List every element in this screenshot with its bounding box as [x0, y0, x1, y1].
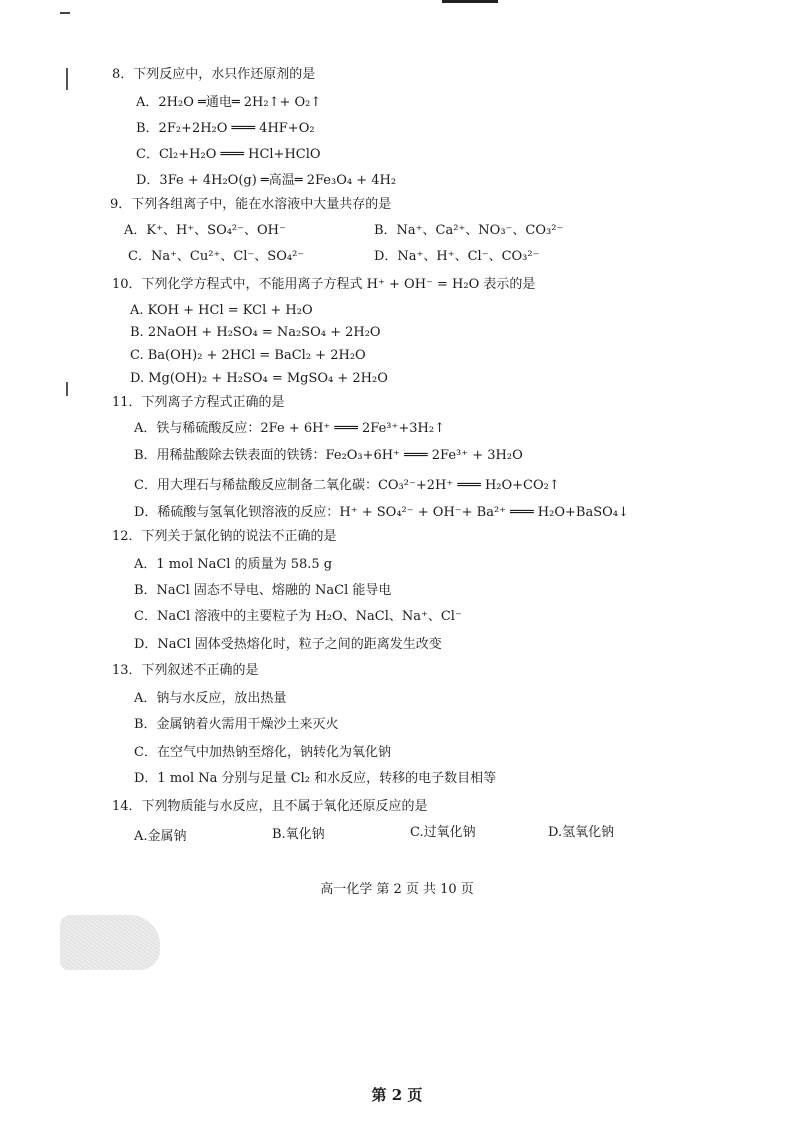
question-12-option-d: D．NaCl 固体受热熔化时，粒子之间的距离发生改变	[134, 637, 442, 652]
question-9-option-a: A．K⁺、H⁺、SO₄²⁻、OH⁻	[124, 223, 286, 238]
question-8-option-d: D．3Fe + 4H₂O(g) ═高温═ 2Fe₃O₄ + 4H₂	[136, 173, 397, 188]
question-13-option-b: B．金属钠着火需用干燥沙土来灭火	[134, 717, 339, 732]
question-11-option-c: C．用大理石与稀盐酸反应制备二氧化碳：CO₃²⁻+2H⁺ ═══ H₂O+CO₂↑	[134, 478, 560, 493]
question-9-option-b: B．Na⁺、Ca²⁺、NO₃⁻、CO₃²⁻	[374, 223, 564, 238]
page-number: 第 2 页	[371, 1086, 423, 1104]
question-14-option-b: B.氧化钠	[272, 827, 325, 842]
question-14-option-c: C.过氧化钠	[410, 825, 476, 840]
question-12-option-a: A．1 mol NaCl 的质量为 58.5 g	[134, 557, 333, 572]
question-8-option-a: A．2H₂O ═通电═ 2H₂↑+ O₂↑	[136, 95, 322, 110]
question-12-stem: 12．下列关于氯化钠的说法不正确的是	[112, 529, 337, 544]
question-14-option-d: D.氢氧化钠	[548, 825, 615, 840]
margin-mark	[66, 68, 68, 90]
margin-mark	[66, 382, 68, 396]
question-9-stem: 9．下列各组离子中，能在水溶液中大量共存的是	[110, 197, 392, 212]
question-13-option-d: D．1 mol Na 分别与足量 Cl₂ 和水反应，转移的电子数目相等	[134, 771, 497, 786]
question-13-option-a: A．钠与水反应，放出热量	[134, 691, 287, 706]
question-13-option-c: C．在空气中加热钠至熔化，钠转化为氧化钠	[134, 745, 391, 760]
question-8-option-c: C．Cl₂+H₂O ═══ HCl+HClO	[136, 147, 321, 162]
page-footer: 高一化学 第 2 页 共 10 页	[320, 882, 474, 897]
question-13-stem: 13．下列叙述不正确的是	[112, 663, 259, 678]
question-14-stem: 14．下列物质能与水反应，且不属于氧化还原反应的是	[112, 799, 428, 814]
question-8-stem: 8．下列反应中，水只作还原剂的是	[112, 67, 316, 82]
question-11-option-a: A．铁与稀硫酸反应：2Fe + 6H⁺ ═══ 2Fe³⁺+3H₂↑	[134, 421, 445, 436]
question-9-option-c: C．Na⁺、Cu²⁺、Cl⁻、SO₄²⁻	[128, 249, 305, 264]
question-14-option-a: A.金属钠	[134, 829, 187, 844]
question-10-option-d: D. Mg(OH)₂ + H₂SO₄ = MgSO₄ + 2H₂O	[130, 371, 388, 386]
question-10-option-a: A. KOH + HCl = KCl + H₂O	[130, 303, 313, 318]
scan-top-mark	[442, 0, 498, 3]
question-10-stem: 10．下列化学方程式中，不能用离子方程式 H⁺ + OH⁻ = H₂O 表示的是	[112, 277, 536, 292]
question-9-option-d: D．Na⁺、H⁺、Cl⁻、CO₃²⁻	[374, 249, 540, 264]
question-10-option-c: C. Ba(OH)₂ + 2HCl = BaCl₂ + 2H₂O	[130, 348, 366, 363]
question-12-option-c: C．NaCl 溶液中的主要粒子为 H₂O、NaCl、Na⁺、Cl⁻	[134, 609, 462, 624]
question-8-option-b: B．2F₂+2H₂O ═══ 4HF+O₂	[136, 121, 315, 136]
question-10-option-b: B. 2NaOH + H₂SO₄ = Na₂SO₄ + 2H₂O	[130, 325, 381, 340]
question-11-stem: 11．下列离子方程式正确的是	[112, 395, 285, 410]
question-12-option-b: B．NaCl 固态不导电、熔融的 NaCl 能导电	[134, 583, 392, 598]
scan-smudge	[60, 915, 160, 970]
question-11-option-b: B．用稀盐酸除去铁表面的铁锈：Fe₂O₃+6H⁺ ═══ 2Fe³⁺ + 3H₂O	[134, 448, 523, 463]
scan-corner-mark	[60, 12, 70, 14]
question-11-option-d: D．稀硫酸与氢氧化钡溶液的反应：H⁺ + SO₄²⁻ + OH⁻+ Ba²⁺ ═══ H₂O+BaSO₄↓	[134, 505, 629, 520]
